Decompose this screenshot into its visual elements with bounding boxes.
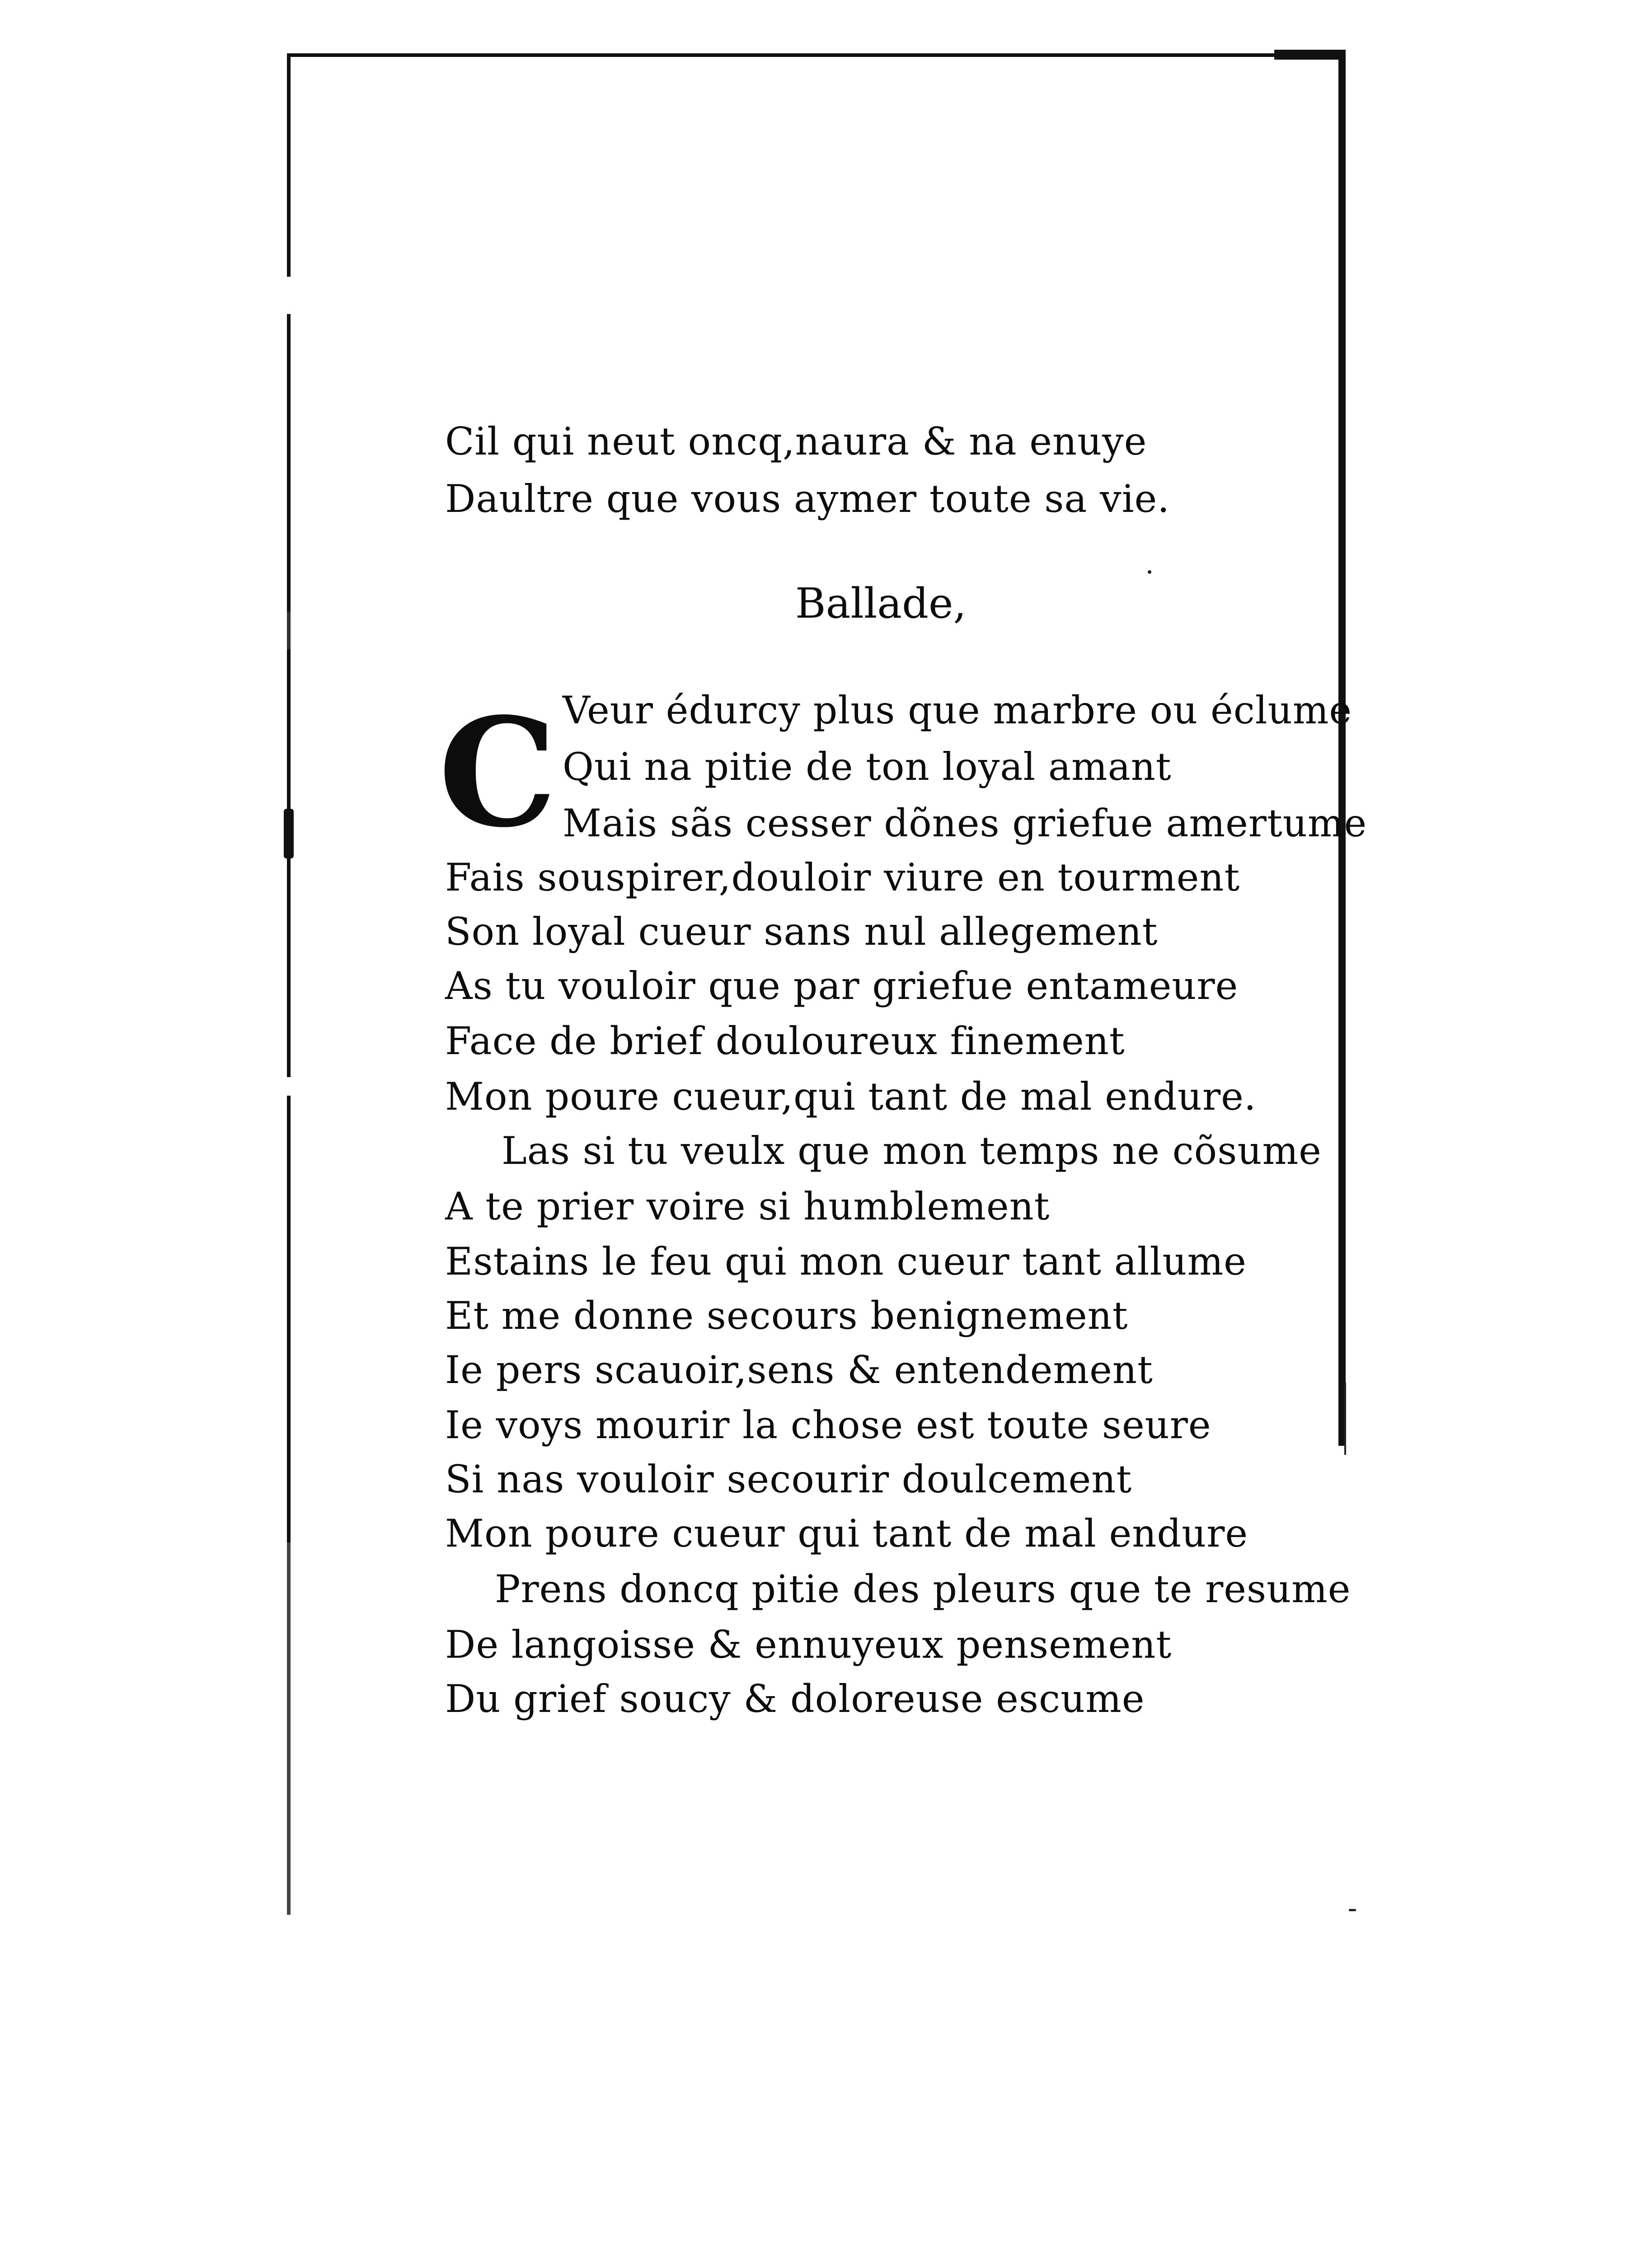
- stanza2-line-2: A te prier voire si humblement: [445, 1184, 1050, 1229]
- stanza2-line-1: Las si tu veulx que mon temps ne cõsume: [502, 1129, 1322, 1173]
- stanza3-line-1: Prens doncq pitie des pleurs que te resume: [495, 1567, 1351, 1611]
- stanza1-line-6: As tu vouloir que par griefue entameure: [445, 964, 1239, 1008]
- drop-cap-initial: C: [438, 685, 557, 860]
- ballade-title: Ballade,: [795, 579, 967, 628]
- stanza1-line-8: Mon poure cueur,qui tant de mal endure.: [445, 1074, 1257, 1119]
- stanza1-line-7: Face de brief douloureux finement: [445, 1019, 1125, 1063]
- stanza2-line-8: Mon poure cueur qui tant de mal endure: [445, 1511, 1248, 1556]
- opening-line-2: Daultre que vous aymer toute sa vie.: [445, 477, 1170, 521]
- stanza2-line-4: Et me donne secours benignement: [445, 1294, 1128, 1338]
- scan-speck: [1349, 1909, 1356, 1911]
- stanza1-line-1: Veur édurcy plus que marbre ou éclume: [563, 688, 1352, 732]
- stanza2-line-3: Estains le feu qui mon cueur tant allume: [445, 1239, 1247, 1284]
- stanza3-line-2: De langoisse & ennuyeux pensement: [445, 1622, 1172, 1667]
- stanza2-line-6: Ie voys mourir la chose est toute seure: [445, 1403, 1211, 1447]
- stanza1-line-4: Fais souspirer,douloir viure en tourment: [445, 855, 1240, 900]
- stanza1-line-3: Mais sãs cesser dõnes griefue amertume: [563, 801, 1367, 845]
- stanza1-line-5: Son loyal cueur sans nul allegement: [445, 910, 1158, 954]
- stanza3-line-3: Du grief soucy & doloreuse escume: [445, 1677, 1145, 1721]
- opening-line-1: Cil qui neut oncq,naura & na enuye: [445, 419, 1147, 464]
- scan-speck: [1148, 570, 1151, 574]
- stanza2-line-5: Ie pers scauoir,sens & entendement: [445, 1348, 1153, 1392]
- stanza2-line-7: Si nas vouloir secourir doulcement: [445, 1457, 1132, 1501]
- stanza1-line-2: Qui na pitie de ton loyal amant: [563, 745, 1172, 789]
